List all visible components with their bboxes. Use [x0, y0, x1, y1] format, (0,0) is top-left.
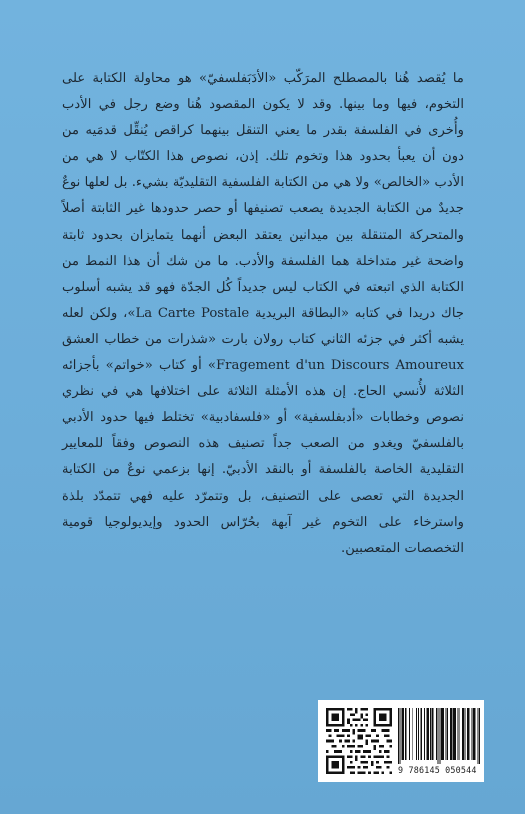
barcode-bar [468, 708, 469, 760]
barcode-bar [420, 708, 421, 760]
barcode-bar [479, 708, 480, 764]
barcode-icon [398, 708, 480, 764]
barcode-bar [452, 708, 453, 760]
barcode-bar [450, 708, 451, 760]
barcode-bar [443, 708, 444, 760]
barcode-bar [459, 708, 460, 760]
barcode-bar [400, 708, 401, 764]
barcode-bar [447, 708, 448, 760]
barcode-bar [462, 708, 463, 760]
barcode-bar [473, 708, 474, 760]
barcode-bar [426, 708, 427, 760]
back-cover-blurb [62, 66, 464, 562]
barcode-bar [454, 708, 455, 760]
barcode-bar [439, 708, 440, 764]
barcode-bar [405, 708, 406, 760]
barcode-bar [418, 708, 419, 760]
barcode-bar [402, 708, 403, 760]
barcode-bar [441, 708, 442, 760]
barcode-bar [467, 708, 468, 760]
isbn-number: 9 786145 050544 [398, 765, 477, 775]
barcode-bar [433, 708, 434, 760]
barcode-bar [428, 708, 429, 760]
barcode-bar [430, 708, 431, 760]
blurb-paragraph: ما يُقصد هُنا بالمصطلح المرَكّب «الأدَبَفلسفيّ» هو محاولة الكتابة على التخوم، فيها وما بينها. وقد لا يكون المقصود هُنا وضع رجل في الأدب وأُخرى في الفلسفة بقدر ما يعني التنقل بينهما كراقص يُنقِّل قدمَيه من دون أن يعبأ بحدود هذا وتخوم تلك. إذن، نصوص هذا الكتّاب لا هي من الأدب «الخالص» ولا هي من الكتابة الفلسفية التقليديّة بشيء. بل لعلها نوعٌ جديدٌ من الكتابة الجديدة يصعب تصنيفها أو حصر حدودها غير الثابتة أصلاً والمتحركة المتنقلة بين ميدانين يعتقد البعض أنهما يتمايزان بحدود ثابتة واضحة غير متداخلة هما الفلسفة والأدب. ما من شك أن هذا النمط من الكتابة الذي اتبعته في الكتاب ليس جديداً كُل الجدّة فهو قد يشبه أسلوب جاك دريدا في كتابه «البطاقة البريدية La Carte Postale»، ولكن لعله يشبه أكثر في جزئه الثاني كتاب رولان بارت «شذرات من خطاب العشق Fragement d'un Discours Amoureux» أو كتاب «خواتم» بأجزائه الثلاثة لأُنسي الحاج. إن هذه الأمثلة الثلاثة على اختلافها هي في نظري نصوص وخطابات «أدبفلسفية» أو «فلسفادبية» تختلط فيها حدود الأدبي بالفلسفيّ ويغدو من الصعب جداً تصنيف هذه النصوص وفقاً للمعايير التقليدية الخاصة بالفلسفة أو بالنقد الأدبيّ. إنها بزعمي نوعٌ من الكتابة الجديدة التي تعصى على التصنيف، بل وتتمرّد عليه فهي تتمدّد بلذة واسترخاء على التخوم غير آبهة بحُرّاس الحدود وإيديولوجيا قومية التخصصات المتعصبين. [62, 71, 465, 556]
barcode-bar [436, 708, 437, 760]
barcode-bar [474, 708, 475, 760]
qr-code-icon [326, 708, 392, 774]
barcode-bar [442, 708, 443, 760]
barcode-bar [398, 708, 399, 764]
barcode-bar [453, 708, 454, 760]
barcode-bar [403, 708, 404, 760]
barcode-bar [471, 708, 472, 760]
barcode-bar [477, 708, 478, 764]
barcode-bar [469, 708, 470, 760]
barcode-bar [427, 708, 428, 760]
barcode-bar [475, 708, 476, 760]
barcode-bar [451, 708, 452, 760]
barcode-bar [455, 708, 456, 760]
barcode-bar [463, 708, 464, 760]
barcode-bar [445, 708, 446, 760]
barcode-bar [401, 708, 402, 760]
barcode-bar [406, 708, 407, 760]
barcode-bar [464, 708, 465, 760]
barcode-bar [421, 708, 422, 760]
barcode-bar [409, 708, 410, 760]
barcode-bar [412, 708, 413, 760]
barcode-bar [465, 708, 466, 760]
barcode-panel [318, 700, 484, 782]
barcode-bar [416, 708, 417, 760]
barcode-bar [424, 708, 425, 760]
barcode-bar [438, 708, 439, 764]
barcode-bar [432, 708, 433, 760]
barcode-bar [458, 708, 459, 760]
